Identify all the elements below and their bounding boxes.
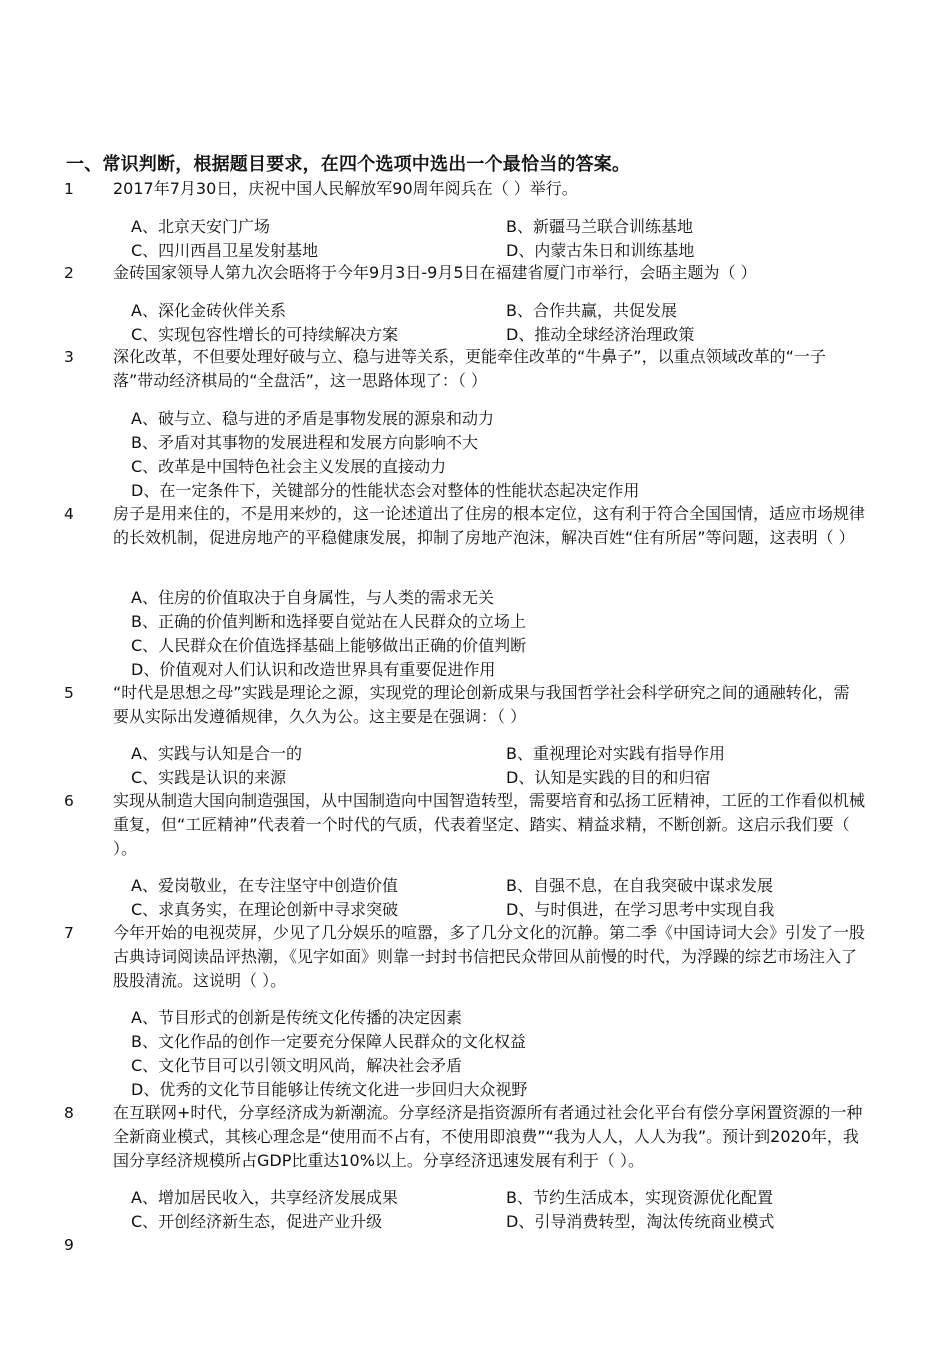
option-c: C、改革是中国特色社会主义发展的直接动力 [131,457,447,476]
option-d: D、在一定条件下，关键部分的性能状态会对整体的性能状态起决定作用 [131,481,640,500]
question-stem: 在互联网+时代，分享经济成为新潮流。分享经济是指资源所有者通过社会化平台有偿分享闲置资源的一种全新商业模式，其核心理念是“使用而不占有，不使用即浪费”“我为人人，人人为我”。预计到2020年，我国分享经济规模所占GDP比重达10%以上。分享经济迅速发展有利于（ ）。 [113,1103,863,1171]
question-stem: 房子是用来住的，不是用来炒的，这一论述道出了住房的根本定位，这有利于符合全国国情，适应市场规律的长效机制，促进房地产的平稳健康发展，抑制了房地产泡沫，解决百姓“住有所居”等问题，这表明（ ） [113,504,866,548]
option-a: A、爱岗敬业，在专注坚守中创造价值 [131,876,398,895]
option-a: A、北京天安门广场 [131,217,270,236]
question-number: 6 [64,792,74,810]
question-stem: 今年开始的电视荧屏，少见了几分娱乐的喧嚣，多了几分文化的沉静。第二季《中国诗词大会》引发了一股古典诗词阅读品评热潮，《见字如面》则靠一封封书信把民众带回从前慢的时代，为浮躁的综艺市场注入了股股清流。这说明（ ）。 [113,923,866,991]
question-number: 1 [64,180,74,198]
option-b: B、新疆马兰联合训练基地 [506,217,693,236]
option-d: D、引导消费转型，淘汰传统商业模式 [506,1212,775,1231]
option-a: A、实践与认知是合一的 [131,744,302,763]
option-c: C、实践是认识的来源 [131,768,287,787]
question-number: 3 [64,348,74,366]
option-b: B、合作共赢，共促发展 [506,301,677,320]
option-d: D、与时俱进，在学习思考中实现自我 [506,900,775,919]
option-a: A、住房的价值取决于自身属性，与人类的需求无关 [131,588,494,607]
question-number: 8 [64,1104,74,1122]
option-c: C、四川西昌卫星发射基地 [131,241,319,260]
option-c: C、开创经济新生态，促进产业升级 [131,1212,383,1231]
question-stem: 深化改革，不但要处理好破与立、稳与进等关系，更能牵住改革的“牛鼻子”，以重点领域改革的“一子落”带动经济棋局的“全盘活”，这一思路体现了：（ ） [113,347,826,391]
option-b: B、矛盾对其事物的发展进程和发展方向影响不大 [131,433,478,452]
option-b: B、文化作品的创作一定要充分保障人民群众的文化权益 [131,1032,526,1051]
option-a: A、增加居民收入，共享经济发展成果 [131,1188,398,1207]
option-d: D、内蒙古朱日和训练基地 [506,241,695,260]
option-c: C、文化节目可以引领文明风尚，解决社会矛盾 [131,1056,463,1075]
option-a: A、深化金砖伙伴关系 [131,301,286,320]
option-a: A、节目形式的创新是传统文化传播的决定因素 [131,1008,462,1027]
question-stem: 2017年7月30日，庆祝中国人民解放军90周年阅兵在（ ）举行。 [113,179,578,198]
question-number: 5 [64,684,74,702]
option-b: B、重视理论对实践有指导作用 [506,744,725,763]
option-c: C、求真务实，在理论创新中寻求突破 [131,900,399,919]
question-number: 2 [64,264,74,282]
option-d: D、认知是实践的目的和归宿 [506,768,711,787]
option-c: C、实现包容性增长的可持续解决方案 [131,325,399,344]
option-d: D、推动全球经济治理政策 [506,325,695,344]
question-number: 9 [64,1236,74,1254]
question-number: 4 [64,505,74,523]
option-b: B、节约生活成本，实现资源优化配置 [506,1188,773,1207]
option-a: A、破与立、稳与进的矛盾是事物发展的源泉和动力 [131,409,494,428]
option-c: C、人民群众在价值选择基础上能够做出正确的价值判断 [131,636,527,655]
section-title: 一、常识判断，根据题目要求，在四个选项中选出一个最恰当的答案。 [66,154,631,175]
question-stem: 实现从制造大国向制造强国，从中国制造向中国智造转型，需要培育和弘扬工匠精神，工匠的工作看似机械重复，但“工匠精神”代表着一个时代的气质，代表着坚定、踏实、精益求精，不断创新。这启示我们要（ ）。 [113,791,866,859]
question-number: 7 [64,924,74,942]
option-d: D、价值观对人们认识和改造世界具有重要促进作用 [131,660,496,679]
question-stem: “时代是思想之母”实践是理论之源，实现党的理论创新成果与我国哲学社会科学研究之间的通融转化，需要从实际出发遵循规律，久久为公。这主要是在强调：（ ） [113,683,850,727]
option-b: B、自强不息，在自我突破中谋求发展 [506,876,773,895]
question-stem: 金砖国家领导人第九次会晤将于今年9月3日-9月5日在福建省厦门市举行，会晤主题为（ ） [113,263,757,282]
option-b: B、正确的价值判断和选择要自觉站在人民群众的立场上 [131,612,526,631]
option-d: D、优秀的文化节目能够让传统文化进一步回归大众视野 [131,1080,528,1099]
